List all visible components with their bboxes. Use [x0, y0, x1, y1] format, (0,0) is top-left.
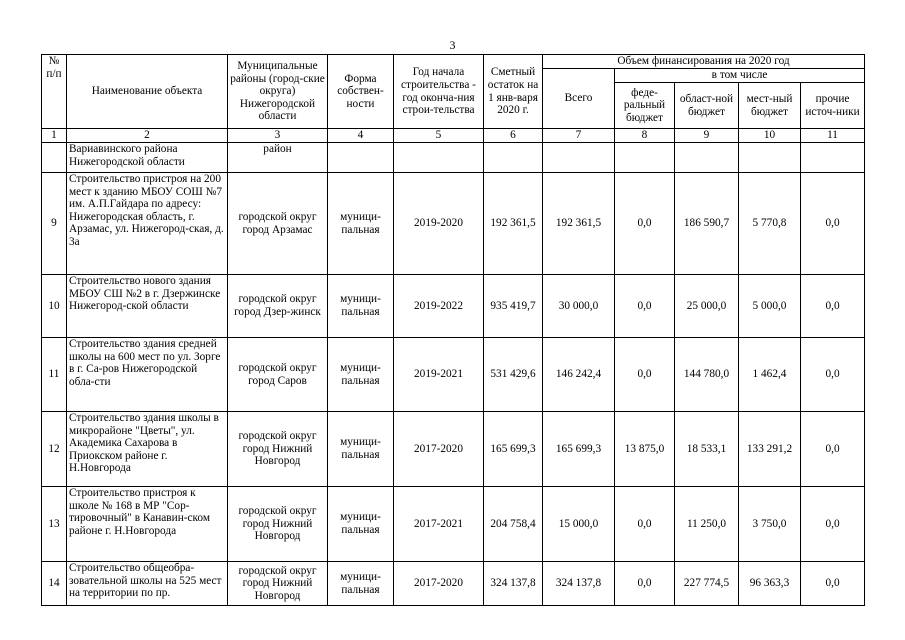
row-total: 15 000,0 [543, 487, 615, 562]
table-header [42, 55, 865, 143]
table-row [42, 275, 865, 338]
row-years: 2019-2022 [394, 275, 484, 338]
header-funding: Объем финансирования на 2020 год [543, 55, 865, 69]
table-row [42, 338, 865, 412]
row-local: 5 000,0 [739, 275, 801, 338]
header-years: Год начала строительства - год оконча-ния строи-тельства [394, 55, 484, 129]
row-years: 2019-2021 [394, 338, 484, 412]
row-total: 192 361,5 [543, 173, 615, 275]
row-num: 10 [42, 275, 67, 338]
row-name: Строительство здания средней школы на 600 мест по ул. Зорге в г. Са-ров Нижегородской обла-сти [67, 338, 228, 412]
row-years: 2017-2020 [394, 412, 484, 487]
row-name: Строительство нового здания МБОУ СШ №2 в г. Дзержинске Нижегород-ской области [67, 275, 228, 338]
column-number: 5 [394, 129, 484, 143]
column-number: 6 [484, 129, 543, 143]
header-total: Всего [543, 69, 615, 129]
header-local: мест-ный бюджет [739, 83, 801, 129]
column-number: 8 [615, 129, 675, 143]
row-local: 133 291,2 [739, 412, 801, 487]
table-row [42, 143, 865, 173]
column-number: 9 [675, 129, 739, 143]
row-other: 0,0 [801, 275, 865, 338]
row-regional: 18 533,1 [675, 412, 739, 487]
column-numbers-row [42, 129, 865, 143]
row-name: Строительство пристроя на 200 мест к зданию МБОУ СОШ №7 им. А.П.Гайдара по адресу: Нижегородская область, г. Арзамас, ул. Нижегород-ская, д. 3а [67, 173, 228, 275]
row-ownership: муници-пальная [328, 338, 394, 412]
row-num: 9 [42, 173, 67, 275]
row-other [801, 143, 865, 173]
row-balance: 165 699,3 [484, 412, 543, 487]
column-number: 11 [801, 129, 865, 143]
table-row [42, 173, 865, 275]
row-local [739, 143, 801, 173]
table-row [42, 562, 865, 606]
page-number: 3 [449, 38, 456, 52]
column-number: 7 [543, 129, 615, 143]
row-local: 1 462,4 [739, 338, 801, 412]
column-number: 4 [328, 129, 394, 143]
row-name: Строительство пристроя к школе № 168 в МР "Сор-тировочный" в Канавин-ском районе г. Н.Новгорода [67, 487, 228, 562]
row-other: 0,0 [801, 487, 865, 562]
row-ownership: муници-пальная [328, 275, 394, 338]
header-name: Наименование объекта [67, 55, 228, 129]
row-total: 165 699,3 [543, 412, 615, 487]
header-district: Муниципальные районы (город-ские округа) Нижегородской области [228, 55, 328, 129]
row-total [543, 143, 615, 173]
row-name: Вариавинского района Нижегородской области [67, 143, 228, 173]
row-district: городской округ город Нижний Новгород [228, 487, 328, 562]
row-ownership [328, 143, 394, 173]
column-number: 2 [67, 129, 228, 143]
row-federal: 13 875,0 [615, 412, 675, 487]
row-balance: 324 137,8 [484, 562, 543, 606]
table-row [42, 412, 865, 487]
row-balance: 192 361,5 [484, 173, 543, 275]
row-regional: 144 780,0 [675, 338, 739, 412]
header-including: в том числе [615, 69, 865, 83]
header-regional: област-ной бюджет [675, 83, 739, 129]
row-federal: 0,0 [615, 275, 675, 338]
row-other: 0,0 [801, 338, 865, 412]
row-balance: 204 758,4 [484, 487, 543, 562]
row-years [394, 143, 484, 173]
header-other: прочие источ-ники [801, 83, 865, 129]
row-num: 12 [42, 412, 67, 487]
row-balance: 935 419,7 [484, 275, 543, 338]
row-name: Строительство общеобра-зовательной школы на 525 мест на территории по пр. [67, 562, 228, 606]
row-federal: 0,0 [615, 562, 675, 606]
row-district: городской округ город Саров [228, 338, 328, 412]
header-federal: феде-ральный бюджет [615, 83, 675, 129]
row-total: 146 242,4 [543, 338, 615, 412]
row-num: 14 [42, 562, 67, 606]
row-years: 2017-2020 [394, 562, 484, 606]
row-regional: 11 250,0 [675, 487, 739, 562]
row-num: 11 [42, 338, 67, 412]
row-ownership: муници-пальная [328, 487, 394, 562]
row-district: городской округ город Нижний Новгород [228, 412, 328, 487]
row-balance [484, 143, 543, 173]
row-local: 96 363,3 [739, 562, 801, 606]
row-district: район [228, 143, 328, 173]
row-district: городской округ город Дзер-жинск [228, 275, 328, 338]
funding-table [41, 54, 865, 606]
column-number: 1 [42, 129, 67, 143]
header-ownership: Форма собствен-ности [328, 55, 394, 129]
column-number: 3 [228, 129, 328, 143]
row-regional: 227 774,5 [675, 562, 739, 606]
row-total: 324 137,8 [543, 562, 615, 606]
row-name: Строительство здания школы в микрорайоне "Цветы", ул. Академика Сахарова в Приокском районе г. Н.Новгорода [67, 412, 228, 487]
row-ownership: муници-пальная [328, 173, 394, 275]
row-regional [675, 143, 739, 173]
row-federal: 0,0 [615, 487, 675, 562]
row-federal: 0,0 [615, 338, 675, 412]
row-total: 30 000,0 [543, 275, 615, 338]
header-num: № п/п [42, 55, 67, 129]
row-local: 5 770,8 [739, 173, 801, 275]
row-district: городской округ город Арзамас [228, 173, 328, 275]
row-ownership: муници-пальная [328, 562, 394, 606]
row-federal: 0,0 [615, 173, 675, 275]
row-ownership: муници-пальная [328, 412, 394, 487]
column-number: 10 [739, 129, 801, 143]
header-balance: Сметный остаток на 1 янв-варя 2020 г. [484, 55, 543, 129]
row-district: городской округ город Нижний Новгород [228, 562, 328, 606]
row-years: 2017-2021 [394, 487, 484, 562]
row-other: 0,0 [801, 562, 865, 606]
row-num: 13 [42, 487, 67, 562]
row-years: 2019-2020 [394, 173, 484, 275]
row-balance: 531 429,6 [484, 338, 543, 412]
row-num [42, 143, 67, 173]
row-regional: 186 590,7 [675, 173, 739, 275]
row-other: 0,0 [801, 173, 865, 275]
row-federal [615, 143, 675, 173]
row-local: 3 750,0 [739, 487, 801, 562]
row-other: 0,0 [801, 412, 865, 487]
row-regional: 25 000,0 [675, 275, 739, 338]
table-row [42, 487, 865, 562]
